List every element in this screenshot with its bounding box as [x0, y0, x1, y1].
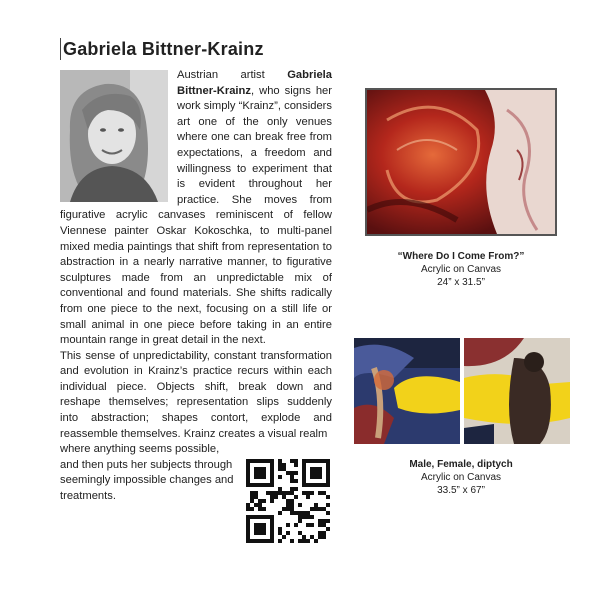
qr-module: [302, 511, 306, 515]
qr-module: [318, 467, 322, 471]
qr-module: [318, 523, 322, 527]
qr-module: [250, 495, 254, 499]
qr-module: [282, 507, 286, 511]
artwork-2-caption: [341, 458, 581, 497]
qr-module: [262, 471, 266, 475]
qr-module: [310, 507, 314, 511]
qr-module: [326, 503, 330, 507]
qr-module: [286, 491, 290, 495]
bio-paragraph-2-tail: where anything seems possible, and then puts her subjects through seemingly impossible changes and treatments.: [60, 443, 234, 503]
qr-module: [270, 515, 274, 519]
diptych-right-painting: [464, 338, 570, 444]
qr-module: [298, 531, 302, 535]
qr-module: [302, 463, 306, 467]
qr-module: [270, 463, 274, 467]
qr-module: [262, 475, 266, 479]
qr-module: [246, 531, 250, 535]
qr-module: [294, 511, 298, 515]
qr-module: [286, 507, 290, 511]
qr-module: [250, 483, 254, 487]
qr-module: [298, 503, 302, 507]
qr-module: [290, 503, 294, 507]
qr-module: [258, 507, 262, 511]
qr-module: [254, 531, 258, 535]
qr-module: [290, 499, 294, 503]
qr-module: [278, 475, 282, 479]
qr-module: [314, 483, 318, 487]
qr-module: [294, 487, 298, 491]
qr-module: [326, 483, 330, 487]
qr-module: [322, 483, 326, 487]
qr-module: [306, 511, 310, 515]
qr-module: [274, 491, 278, 495]
qr-module: [302, 483, 306, 487]
qr-module: [258, 475, 262, 479]
qr-module: [290, 511, 294, 515]
artwork-where-do-i-come-from: [365, 88, 557, 236]
qr-module: [310, 475, 314, 479]
qr-module: [266, 491, 270, 495]
qr-module: [322, 459, 326, 463]
artwork-1-painting: [367, 90, 555, 234]
qr-module: [326, 471, 330, 475]
artwork-2-size: 33.5” x 67”: [437, 485, 485, 496]
qr-module: [298, 511, 302, 515]
qr-module: [310, 523, 314, 527]
qr-module: [306, 495, 310, 499]
qr-module: [258, 483, 262, 487]
qr-module: [322, 531, 326, 535]
qr-module: [270, 535, 274, 539]
qr-module: [294, 471, 298, 475]
qr-module: [278, 539, 282, 543]
qr-module: [274, 495, 278, 499]
diptych-left-painting: [354, 338, 460, 444]
qr-module: [282, 491, 286, 495]
qr-module: [278, 491, 282, 495]
qr-module: [322, 523, 326, 527]
artwork-1-caption: [341, 250, 581, 289]
qr-module: [310, 471, 314, 475]
qr-module: [250, 507, 254, 511]
qr-module: [310, 467, 314, 471]
qr-module: [326, 463, 330, 467]
qr-module: [270, 527, 274, 531]
qr-module: [258, 539, 262, 543]
qr-module: [314, 503, 318, 507]
qr-module: [298, 539, 302, 543]
qr-module: [294, 459, 298, 463]
qr-module: [326, 459, 330, 463]
qr-module: [302, 459, 306, 463]
qr-module: [258, 499, 262, 503]
qr-module: [258, 467, 262, 471]
qr-module: [270, 475, 274, 479]
qr-module: [258, 527, 262, 531]
qr-module: [318, 491, 322, 495]
qr-module: [310, 491, 314, 495]
qr-module: [246, 535, 250, 539]
qr-module: [318, 519, 322, 523]
qr-module: [270, 467, 274, 471]
page-title: Gabriela Bittner-Krainz: [60, 38, 264, 60]
qr-module: [270, 483, 274, 487]
qr-module: [282, 495, 286, 499]
qr-module: [246, 475, 250, 479]
qr-module: [250, 459, 254, 463]
qr-module: [278, 531, 282, 535]
qr-module: [270, 491, 274, 495]
qr-module: [258, 515, 262, 519]
qr-module: [318, 531, 322, 535]
qr-module: [254, 483, 258, 487]
qr-module: [250, 539, 254, 543]
artwork-1-size: 24” x 31.5”: [437, 277, 485, 288]
qr-module: [306, 515, 310, 519]
qr-module: [322, 507, 326, 511]
qr-module: [314, 467, 318, 471]
qr-module: [290, 487, 294, 491]
qr-module: [262, 499, 266, 503]
qr-module: [290, 479, 294, 483]
qr-module: [326, 511, 330, 515]
qr-module: [326, 475, 330, 479]
qr-module: [278, 511, 282, 515]
qr-module: [298, 515, 302, 519]
qr-module: [246, 503, 250, 507]
qr-module: [246, 471, 250, 475]
qr-module: [286, 523, 290, 527]
diptych-right-panel: [464, 338, 570, 444]
qr-module: [262, 539, 266, 543]
qr-module: [290, 507, 294, 511]
qr-module: [318, 483, 322, 487]
qr-module: [302, 479, 306, 483]
qr-module: [318, 475, 322, 479]
qr-module: [246, 463, 250, 467]
qr-module: [294, 463, 298, 467]
bio-intro-rest: , who signs her work simply “Krainz”, considers art one of the only venues where one can break free from expectations, a freedom and willingness to experiment that is evident throughout her practice. She moves from figurative acrylic canvases reminiscent of fellow Viennese painter Oskar Kokoschka, to multi-panel mixed media paintings that shift from representation to abstraction in a nearly narrative manner, to figurative sculptures made from an unpredictable mix of conventional and found materials. She shifts radically from one piece to the next, focusing on a still life or small animal in one piece before taking in an entire mountain range in great detail in the next.: [60, 84, 332, 347]
qr-module: [286, 499, 290, 503]
qr-module: [278, 467, 282, 471]
qr-module: [278, 463, 282, 467]
qr-module: [258, 471, 262, 475]
qr-module: [270, 519, 274, 523]
qr-module: [326, 467, 330, 471]
qr-module: [302, 475, 306, 479]
qr-module: [254, 491, 258, 495]
qr-module: [322, 491, 326, 495]
qr-module: [262, 527, 266, 531]
qr-module: [254, 539, 258, 543]
qr-module: [270, 479, 274, 483]
qr-module: [290, 475, 294, 479]
artwork-2-title: Male, Female, diptych: [409, 459, 513, 470]
qr-module: [322, 535, 326, 539]
qr-module: [266, 459, 270, 463]
qr-module: [262, 523, 266, 527]
qr-module: [302, 539, 306, 543]
qr-module: [282, 467, 286, 471]
qr-module: [310, 515, 314, 519]
qr-module: [278, 459, 282, 463]
qr-module: [318, 507, 322, 511]
qr-module: [310, 483, 314, 487]
qr-module: [314, 475, 318, 479]
qr-module: [254, 475, 258, 479]
qr-module: [258, 523, 262, 527]
qr-module: [286, 503, 290, 507]
qr-module: [270, 459, 274, 463]
qr-module: [290, 539, 294, 543]
qr-module: [282, 535, 286, 539]
qr-module: [278, 487, 282, 491]
artwork-1-medium: Acrylic on Canvas: [420, 264, 502, 275]
qr-module: [314, 539, 318, 543]
bio-paragraph-2: This sense of unpredictability, constant transformation and evolution in Krainz’s practice recurs within each individual piece. Objects shift, break down and reshape themselves; representation slips suddenly into abstraction; shapes contort, explode and reassemble themselves. Krainz creates a visual realm: [60, 349, 332, 440]
portrait-wrap-spacer: [60, 68, 177, 204]
qr-module: [318, 535, 322, 539]
qr-module: [294, 479, 298, 483]
qr-module: [286, 471, 290, 475]
qr-module: [246, 479, 250, 483]
qr-module: [262, 507, 266, 511]
artwork-1-title: “Where Do I Come From?”: [397, 251, 525, 262]
qr-module: [250, 515, 254, 519]
qr-module: [250, 499, 254, 503]
qr-module: [262, 483, 266, 487]
qr-module: [258, 459, 262, 463]
qr-module: [290, 471, 294, 475]
qr-module: [254, 471, 258, 475]
qr-module: [258, 503, 262, 507]
qr-module: [254, 467, 258, 471]
artwork-2-medium: Acrylic on Canvas: [420, 472, 502, 483]
diptych-left-panel: [354, 338, 460, 444]
qr-module: [326, 495, 330, 499]
qr-module: [254, 523, 258, 527]
qr-module: [302, 491, 306, 495]
qr-code-graphic: [246, 459, 330, 543]
qr-module: [246, 483, 250, 487]
bio-intro-prefix: Austrian artist: [177, 69, 288, 81]
qr-module: [290, 459, 294, 463]
qr-module: [246, 519, 250, 523]
qr-module: [310, 535, 314, 539]
qr-module: [254, 495, 258, 499]
qr-module: [262, 531, 266, 535]
qr-module: [314, 459, 318, 463]
qr-module: [266, 483, 270, 487]
qr-module: [302, 535, 306, 539]
qr-module: [298, 519, 302, 523]
qr-module: [294, 495, 298, 499]
qr-module: [310, 459, 314, 463]
qr-module: [282, 463, 286, 467]
qr-module: [286, 531, 290, 535]
artist-bio: [60, 68, 332, 505]
qr-module: [246, 523, 250, 527]
qr-module: [266, 539, 270, 543]
qr-module: [322, 519, 326, 523]
qr-module: [270, 539, 274, 543]
qr-module: [254, 459, 258, 463]
qr-module: [314, 471, 318, 475]
qr-module: [254, 527, 258, 531]
qr-module: [246, 507, 250, 511]
qr-module: [306, 491, 310, 495]
qr-module: [262, 515, 266, 519]
qr-module: [270, 523, 274, 527]
qr-module: [266, 515, 270, 519]
qr-module: [246, 467, 250, 471]
qr-module: [246, 515, 250, 519]
qr-module: [246, 539, 250, 543]
qr-module: [262, 459, 266, 463]
qr-module: [306, 483, 310, 487]
qr-module: [246, 527, 250, 531]
bio-artist-name: Gabriela Bittner-Krainz: [177, 69, 332, 97]
qr-module: [270, 495, 274, 499]
qr-module: [326, 479, 330, 483]
qr-module: [326, 519, 330, 523]
qr-module: [278, 527, 282, 531]
qr-module: [246, 459, 250, 463]
qr-module: [290, 491, 294, 495]
qr-module: [270, 499, 274, 503]
qr-module: [302, 467, 306, 471]
qr-module: [254, 503, 258, 507]
qr-module: [306, 539, 310, 543]
qr-module: [302, 471, 306, 475]
qr-module: [318, 471, 322, 475]
artwork-male-female-diptych: [354, 338, 570, 444]
qr-module: [254, 515, 258, 519]
qr-module: [262, 467, 266, 471]
qr-module: [306, 523, 310, 527]
qr-module: [270, 531, 274, 535]
qr-module: [326, 527, 330, 531]
qr-module: [314, 507, 318, 511]
qr-module: [294, 523, 298, 527]
qr-module: [318, 459, 322, 463]
qr-module: [258, 531, 262, 535]
qr-code-icon[interactable]: [246, 459, 330, 543]
qr-module: [306, 459, 310, 463]
qr-module: [270, 471, 274, 475]
qr-module: [250, 491, 254, 495]
qr-module: [302, 515, 306, 519]
